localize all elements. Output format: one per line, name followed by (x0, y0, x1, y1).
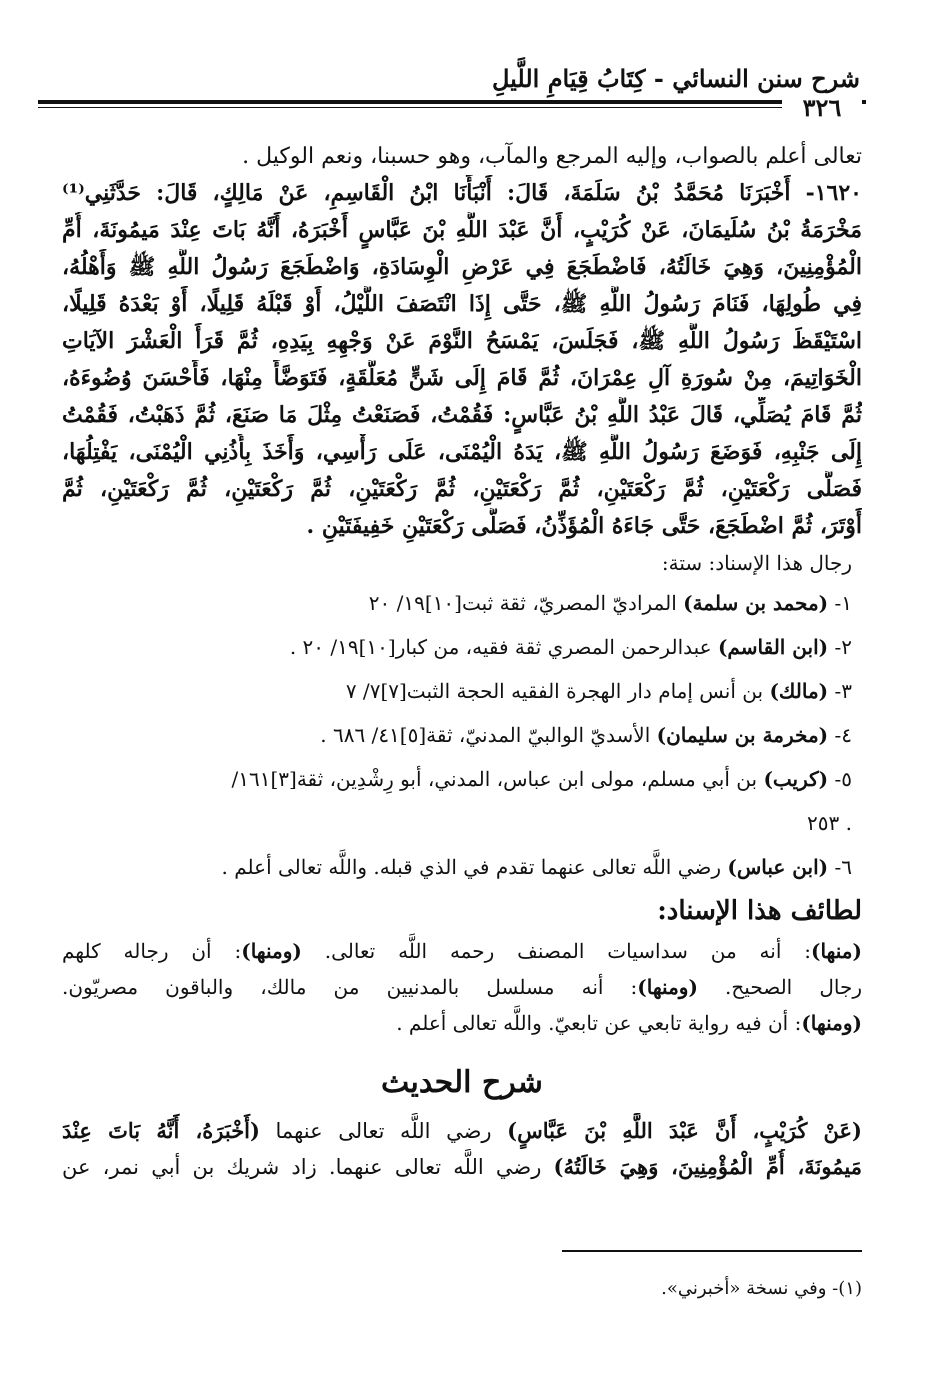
sharh-paragraph (62, 1113, 862, 1185)
plain-text: : أنه من سداسيات المصنف رحمه اللَّه تعالى. (301, 939, 811, 963)
intro-line: تعالى أعلم بالصواب، وإليه المرجع والمآب، وهو حسبنا، ونعم الوكيل . (242, 144, 862, 169)
hadith-line: ١٦٢٠- أَخْبَرَنَا مُحَمَّدُ بْنُ سَلَمَةَ، قَالَ: أَنْبَأَنَا ابْنُ الْقَاسِمِ، عَنْ مَالِكٍ، قَالَ: حَدَّثَنِي⁽¹⁾ (62, 180, 862, 206)
hadith-line: الْمُؤْمِنِينَ، وَهِيَ خَالَتُهُ، فَاضْطَجَعَ فِي عَرْضِ الْوِسَادَةِ، وَاضْطَجَعَ رَسُولُ اللَّهِ ﷺ وَأَهْلُهُ، (62, 254, 862, 280)
narrator-name: (مالك) (769, 679, 829, 703)
narrator-item (62, 625, 862, 669)
narrator-number: ١- (834, 591, 852, 615)
sharh-line (62, 1149, 862, 1185)
bold-quote: (عَنْ كُرَيْبٍ، أَنَّ عَبْدَ اللَّهِ بْنَ عَبَّاسٍ) (507, 1118, 862, 1143)
narrator-desc: بن أبي مسلم، مولى ابن عباس، المدني، أبو رِشْدِين، ثقة[٣]١٦١/ (231, 767, 764, 791)
narrator-item (62, 713, 862, 757)
hadith-line: فِي طُولِهَا، فَنَامَ رَسُولُ اللَّهِ ﷺ، حَتَّى إِذَا انْتَصَفَ اللَّيْلُ، أَوْ قَبْلَهُ قَلِيلًا، أَوْ بَعْدَهُ قَلِيلًا، (62, 291, 862, 317)
lataif-line (62, 969, 862, 1005)
sharh-title: شرح الحديث (381, 1065, 543, 1100)
bold-quote: (أَخْبَرَهُ، أَنَّهُ بَاتَ عِنْدَ (62, 1118, 260, 1143)
footnote-rule (562, 1250, 862, 1252)
narrator-desc: الأسديّ الوالبيّ المدنيّ، ثقة[٥]٤١/ ٦٨٦ . (320, 723, 657, 747)
hadith-line: فَصَلَّى رَكْعَتَيْنِ، ثُمَّ رَكْعَتَيْنِ، ثُمَّ رَكْعَتَيْنِ، ثُمَّ رَكْعَتَيْنِ، ثُمَّ رَكْعَتَيْنِ، ثُمَّ رَكْعَتَيْنِ، ثُمَّ (62, 476, 862, 502)
plain-text: : أن رجاله كلهم (62, 939, 242, 963)
narrator-item (62, 845, 862, 889)
plain-text: رضي اللَّه تعالى عنهما. زاد شريك بن أبي نمر، عن (62, 1155, 554, 1179)
hadith-line: اسْتَيْقَظَ رَسُولُ اللَّهِ ﷺ، فَجَلَسَ، يَمْسَحُ النَّوْمَ عَنْ وَجْهِهِ بِيَدِهِ، ثُمَّ قَرَأَ الْعَشْرَ الآيَاتِ (62, 328, 862, 354)
running-title: شرح سنن النسائي - كِتَابُ قِيَامِ اللَّيلِ (492, 64, 860, 93)
bold-marker: (ومنها) (801, 1011, 862, 1035)
lataif-line (62, 1005, 862, 1041)
narrators-list (62, 581, 862, 889)
lataif-heading: لطائف هذا الإسناد: (657, 896, 862, 926)
narrator-item (62, 581, 862, 625)
hadith-line: مَخْرَمَةُ بْنُ سُلَيمَانَ، عَنْ كُرَيْبٍ، أَنَّ عَبْدَ اللَّهِ بْنَ عَبَّاسٍ أَخْبَرَهُ، أَنَّهُ بَاتَ عِنْدَ مَيمُونَةَ، أُمِّ (62, 217, 862, 243)
lataif-line (62, 933, 862, 969)
plain-text: رضي اللَّه تعالى عنهما (259, 1119, 508, 1143)
narrator-number: ٦- (834, 855, 852, 879)
narrator-number: ٤- (834, 723, 852, 747)
main-text (62, 138, 862, 1185)
bold-marker: (منها) (811, 939, 862, 963)
hadith-text (62, 175, 862, 545)
narrator-number: ٣- (834, 679, 852, 703)
page-number: ٣٢٦ (782, 94, 862, 122)
narrator-number: ٥- (834, 767, 852, 791)
narrator-continuation: . ٢٥٣ (807, 811, 852, 835)
header-rule-thin (38, 107, 782, 108)
narrators-intro: رجال هذا الإسناد: ستة: (661, 551, 852, 575)
narrator-desc: رضي اللَّه تعالى عنهما تقدم في الذي قبله. واللَّه تعالى أعلم . (221, 855, 728, 879)
bold-quote: مَيمُونَةَ، أُمِّ الْمُؤْمِنِينَ، وَهِيَ خَالَتُهُ) (553, 1154, 862, 1179)
bold-marker: (ومنها) (241, 939, 302, 963)
narrator-item (62, 757, 862, 801)
hadith-line: إِلَى جَنْبِهِ، فَوَضَعَ رَسُولُ اللَّهِ ﷺ، يَدَهُ الْيُمْنَى، عَلَى رَأْسِي، وَأَخَذَ بِأُذُنِي الْيُمْنَى، يَفْتِلُهَا، (62, 439, 862, 465)
lataif-paragraph (62, 933, 862, 1041)
plain-text: : أنه مسلسل بالمدنيين من مالك، والباقون مصريّون. (62, 975, 638, 999)
hadith-line: الْخَوَاتِيمَ، مِنْ سُورَةِ آلِ عِمْرَانَ، ثُمَّ قَامَ إِلَى شَنٍّ مُعَلَّقَةٍ، فَتَوَضَّأَ مِنْهَا، فَأَحْسَنَ وُضُوءَهُ، (62, 365, 862, 391)
bold-marker: (ومنها) (637, 975, 698, 999)
narrator-number: ٢- (834, 635, 852, 659)
footnote: (١)- وفي نسخة «أخبرني». (661, 1278, 862, 1299)
narrator-item (62, 669, 862, 713)
narrator-desc: عبدالرحمن المصري ثقة فقيه، من كبار[١٠]١٩/ ٢٠ . (289, 635, 718, 659)
header-rule-thick (38, 100, 866, 104)
narrator-name: (مخرمة بن سليمان) (656, 723, 829, 747)
plain-text: رجال الصحيح. (697, 975, 862, 999)
narrator-name: (كريب) (763, 767, 829, 791)
narrator-name: (محمد بن سلمة) (683, 591, 829, 615)
narrator-name: (ابن عباس) (727, 855, 829, 879)
hadith-line: أَوْتَرَ، ثُمَّ اضْطَجَعَ، حَتَّى جَاءَهُ الْمُؤَذِّنُ، فَصَلَّى رَكْعَتَيْنِ خَفِيفَتَيْنِ . (306, 513, 862, 539)
plain-text: : أن فيه رواية تابعي عن تابعيّ. واللَّه تعالى أعلم . (396, 1011, 802, 1035)
hadith-line: ثُمَّ قَامَ يُصَلِّي، قَالَ عَبْدُ اللَّهِ بْنُ عَبَّاسٍ: فَقُمْتُ، فَصَنَعْتُ مِثْلَ مَا صَنَعَ، ثُمَّ ذَهَبْتُ، فَقُمْتُ (62, 402, 862, 428)
narrator-desc: المراديّ المصريّ، ثقة ثبت[١٠]١٩/ ٢٠ (368, 591, 684, 615)
narrator-desc: بن أنس إمام دار الهجرة الفقيه الحجة الثبت[٧]٧/ ٧ (345, 679, 770, 703)
sharh-line (62, 1113, 862, 1149)
narrator-name: (ابن القاسم) (717, 635, 829, 659)
